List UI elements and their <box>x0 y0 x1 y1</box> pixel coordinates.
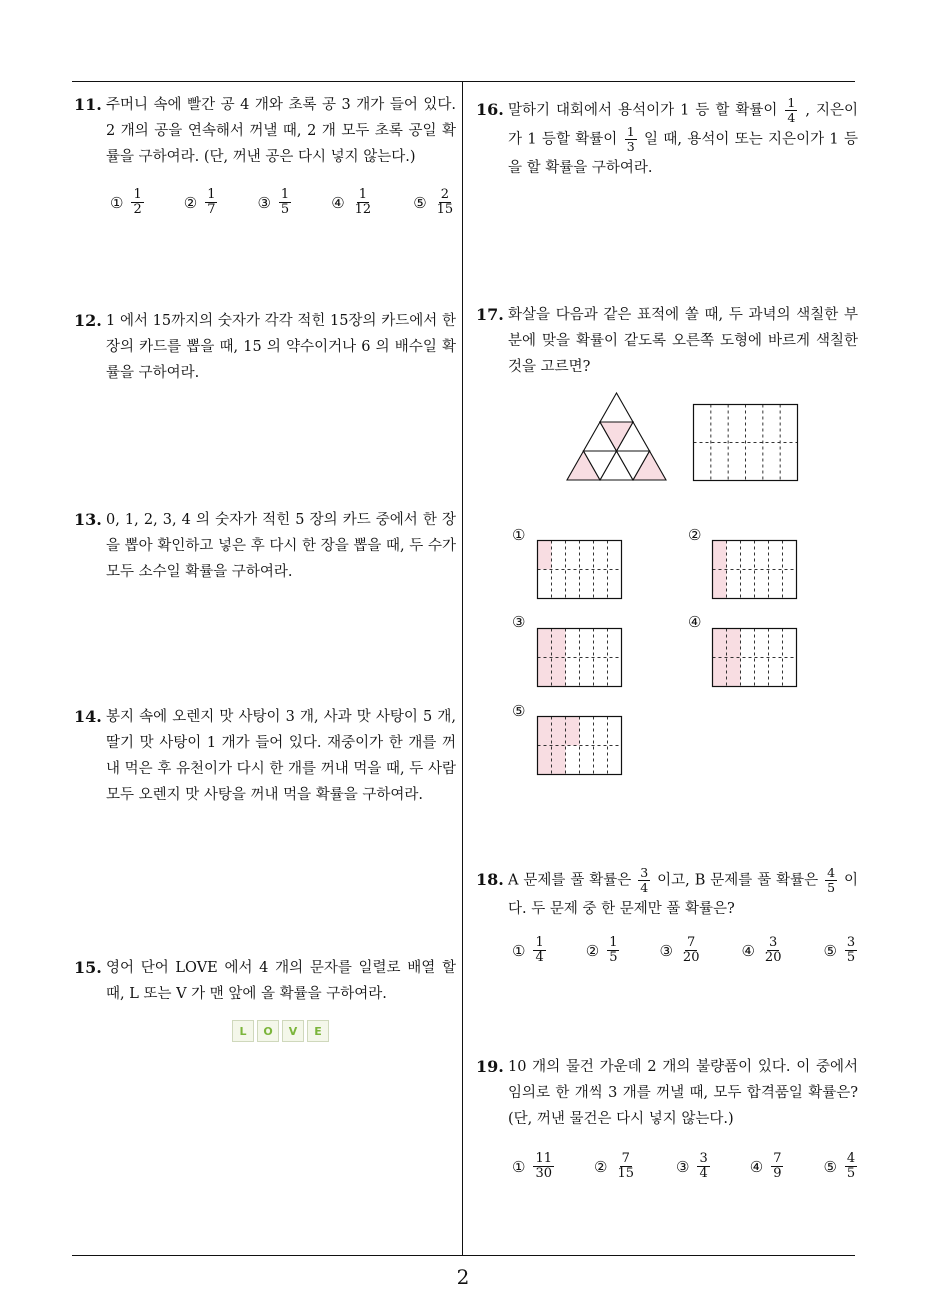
question-number: 15. <box>74 958 102 977</box>
choice-mark: ② <box>183 193 198 212</box>
numerator: 3 <box>769 935 778 950</box>
text-part: A 문제를 풀 확률은 <box>508 872 632 889</box>
choice-4[interactable] <box>741 936 785 965</box>
text-part: 말하기 대회에서 용석이가 1 등 할 확률이 <box>508 102 778 119</box>
denominator: 5 <box>609 950 618 965</box>
choice-mark: ① <box>512 1157 526 1176</box>
denominator: 15 <box>436 202 454 217</box>
denominator: 4 <box>640 880 649 895</box>
numerator: 4 <box>846 1151 856 1166</box>
numerator: 3 <box>699 1151 708 1166</box>
denominator: 2 <box>133 202 142 217</box>
denominator: 20 <box>682 950 700 965</box>
rectangle-target <box>693 404 799 482</box>
choice-mark-5: ⑤ <box>512 702 526 720</box>
tile-l: L <box>232 1020 254 1042</box>
choice-3[interactable] <box>257 188 293 217</box>
choice-mark-3: ③ <box>512 613 526 631</box>
shaded-cell <box>713 629 727 658</box>
choice-1[interactable] <box>512 936 548 965</box>
denominator: 30 <box>535 1166 552 1181</box>
choice-4[interactable] <box>750 1152 786 1181</box>
choice-1-grid[interactable] <box>537 540 623 600</box>
denominator: 12 <box>354 202 372 217</box>
question-17 <box>476 302 858 380</box>
choice-mark: ③ <box>659 941 673 960</box>
numerator: 1 <box>358 187 368 202</box>
fraction <box>279 188 291 217</box>
shaded-cell <box>538 629 552 658</box>
choice-mark: ⑤ <box>823 1157 837 1176</box>
choice-1[interactable] <box>110 188 146 217</box>
numerator: 1 <box>133 187 142 202</box>
choice-mark: ② <box>594 1157 608 1176</box>
choice-2-grid[interactable] <box>712 540 798 600</box>
question-number: 13. <box>74 510 102 529</box>
choice-2[interactable] <box>594 1152 638 1181</box>
numerator: 11 <box>535 1151 552 1166</box>
fraction <box>638 866 650 895</box>
top-rule <box>72 81 855 82</box>
question-text: 영어 단어 LOVE 에서 4 개의 문자를 일렬로 배열 할 때, L 또는 V 가 맨 앞에 올 확률을 구하여라. <box>106 960 456 1002</box>
question-number: 19. <box>476 1057 504 1076</box>
tile-v: V <box>282 1020 304 1042</box>
q11-choices <box>110 188 495 217</box>
choice-mark-2: ② <box>688 526 702 544</box>
choice-1[interactable] <box>512 1152 556 1181</box>
numerator: 2 <box>440 187 450 202</box>
numerator: 1 <box>535 935 544 950</box>
choice-5-grid[interactable] <box>537 716 623 776</box>
triangle-target <box>566 392 668 482</box>
numerator: 3 <box>640 865 649 880</box>
shaded-cell <box>538 658 552 687</box>
denominator: 5 <box>846 950 856 965</box>
text-part: 일 때, 용석이 또는 지은이가 1 등을 할 확률을 구하여라. <box>508 131 859 176</box>
choice-5[interactable] <box>413 188 457 217</box>
text-part: , 지은이가 1 등할 확률이 <box>508 102 859 148</box>
question-text: 1 에서 15까지의 숫자가 각각 적힌 15장의 카드에서 한 장의 카드를 뽑을 때, 15 의 약수이거나 6 의 배수일 확률을 구하여라. <box>106 313 456 381</box>
question-number: 11. <box>74 95 102 114</box>
question-14 <box>74 704 456 808</box>
choice-5[interactable] <box>823 936 859 965</box>
numerator: 4 <box>827 865 836 880</box>
fraction <box>785 96 797 125</box>
denominator: 15 <box>617 1166 634 1181</box>
question-11 <box>74 92 456 170</box>
denominator: 3 <box>626 139 635 154</box>
choice-mark: ③ <box>257 193 271 212</box>
fraction <box>771 1152 783 1181</box>
fraction <box>533 1152 554 1181</box>
shaded-cell <box>538 717 552 746</box>
choice-4[interactable] <box>331 188 375 217</box>
numerator: 7 <box>621 1151 630 1166</box>
fraction <box>205 188 217 217</box>
fraction <box>131 188 143 217</box>
love-tiles-image <box>232 1020 329 1042</box>
question-text <box>508 866 858 923</box>
shaded-cell <box>552 629 566 658</box>
choice-4-grid[interactable] <box>712 628 798 688</box>
q19-choices <box>512 1152 897 1181</box>
numerator: 1 <box>207 187 216 202</box>
choice-3[interactable] <box>676 1152 712 1181</box>
question-text <box>508 96 858 182</box>
page-number: 2 <box>456 1265 470 1289</box>
column-divider <box>462 81 463 1255</box>
tile-e: E <box>307 1020 329 1042</box>
fraction <box>625 125 637 154</box>
question-number: 18. <box>476 870 504 889</box>
choice-2[interactable] <box>586 936 622 965</box>
denominator: 4 <box>535 950 544 965</box>
choice-2[interactable] <box>184 188 220 217</box>
denominator: 4 <box>699 1166 708 1181</box>
fraction <box>845 1152 857 1181</box>
choice-mark: ① <box>110 193 124 212</box>
fraction <box>607 936 619 965</box>
shaded-cell <box>538 541 552 570</box>
question-15 <box>74 955 456 1007</box>
shaded-cell <box>552 746 566 775</box>
denominator: 5 <box>280 202 290 217</box>
shaded-cell <box>713 541 727 570</box>
fraction <box>615 1152 636 1181</box>
numerator: 1 <box>609 935 618 950</box>
question-text: 10 개의 물건 가운데 2 개의 불량품이 있다. 이 중에서 임의로 한 개씩 3 개를 꺼낼 때, 모두 합격품일 확률은? (단, 꺼낸 물건은 다시 넣지 않는다.) <box>508 1059 858 1127</box>
question-19 <box>476 1054 858 1132</box>
question-18 <box>476 866 858 923</box>
fraction <box>845 936 857 965</box>
fraction <box>697 1152 709 1181</box>
triangle-cell <box>600 393 633 422</box>
shaded-cell <box>727 629 741 658</box>
shaded-cell <box>727 658 741 687</box>
choice-mark-4: ④ <box>688 613 702 631</box>
question-text: 화살을 다음과 같은 표적에 쏠 때, 두 과녁의 색칠한 부분에 맞을 확률이 같도록 오른쪽 도형에 바르게 색칠한 것을 고르면? <box>508 307 858 375</box>
fraction <box>763 936 784 965</box>
choice-mark: ① <box>512 941 526 960</box>
question-text: 주머니 속에 빨간 공 4 개와 초록 공 3 개가 들어 있다. 2 개의 공을 연속해서 꺼낼 때, 2 개 모두 초록 공일 확률을 구하여라. (단, 꺼낸 공은 다시 넣지 않는다.) <box>106 97 456 165</box>
choice-mark-1: ① <box>512 526 526 544</box>
shaded-cell <box>552 717 566 746</box>
choice-5[interactable] <box>823 1152 859 1181</box>
numerator: 1 <box>787 95 796 110</box>
question-number: 12. <box>74 311 102 330</box>
choice-mark: ⑤ <box>823 941 837 960</box>
shaded-cell <box>566 717 580 746</box>
choice-mark: ⑤ <box>413 193 427 212</box>
tile-o: O <box>257 1020 279 1042</box>
question-16 <box>476 96 858 182</box>
denominator: 20 <box>764 950 782 965</box>
denominator: 7 <box>207 202 216 217</box>
shaded-cell <box>713 570 727 599</box>
fraction <box>353 188 374 217</box>
question-13 <box>74 507 456 585</box>
question-12 <box>74 308 456 386</box>
denominator: 5 <box>846 1166 856 1181</box>
numerator: 7 <box>773 1151 782 1166</box>
choice-mark: ③ <box>676 1157 690 1176</box>
choice-mark: ④ <box>331 193 345 212</box>
numerator: 3 <box>846 935 856 950</box>
fraction <box>681 936 702 965</box>
fraction <box>533 936 545 965</box>
shaded-cell <box>713 658 727 687</box>
question-number: 17. <box>476 305 504 324</box>
choice-mark: ② <box>585 941 600 960</box>
bottom-rule <box>72 1255 855 1256</box>
question-number: 14. <box>74 707 102 726</box>
choice-3-grid[interactable] <box>537 628 623 688</box>
text-part: 이고, B 문제를 풀 확률은 <box>657 872 819 889</box>
denominator: 4 <box>787 110 796 125</box>
question-text: 0, 1, 2, 3, 4 의 숫자가 적힌 5 장의 카드 중에서 한 장을 뽑아 확인하고 넣은 후 다시 한 장을 뽑을 때, 두 수가 모두 소수일 확률을 구하여라. <box>106 512 456 580</box>
q18-choices <box>512 936 897 965</box>
choice-mark: ④ <box>741 941 755 960</box>
fraction <box>435 188 456 217</box>
question-number: 16. <box>476 100 504 119</box>
choice-mark: ④ <box>749 1157 764 1176</box>
denominator: 5 <box>827 880 836 895</box>
text-part: 이다. 두 문제 중 한 문제만 풀 확률은? <box>508 872 859 917</box>
denominator: 9 <box>773 1166 782 1181</box>
numerator: 7 <box>687 935 696 950</box>
choice-3[interactable] <box>659 936 703 965</box>
fraction <box>825 866 837 895</box>
question-text: 봉지 속에 오렌지 맛 사탕이 3 개, 사과 맛 사탕이 5 개, 딸기 맛 사탕이 1 개가 들어 있다. 재중이가 한 개를 꺼내 먹은 후 유천이가 다시 한 개를 꺼내 먹을 때, 두 사람 모두 오렌지 맛 사탕을 꺼내 먹을 확률을 구하여라. <box>106 709 456 803</box>
shaded-cell <box>538 746 552 775</box>
numerator: 1 <box>626 124 635 139</box>
shaded-cell <box>552 658 566 687</box>
numerator: 1 <box>280 187 290 202</box>
